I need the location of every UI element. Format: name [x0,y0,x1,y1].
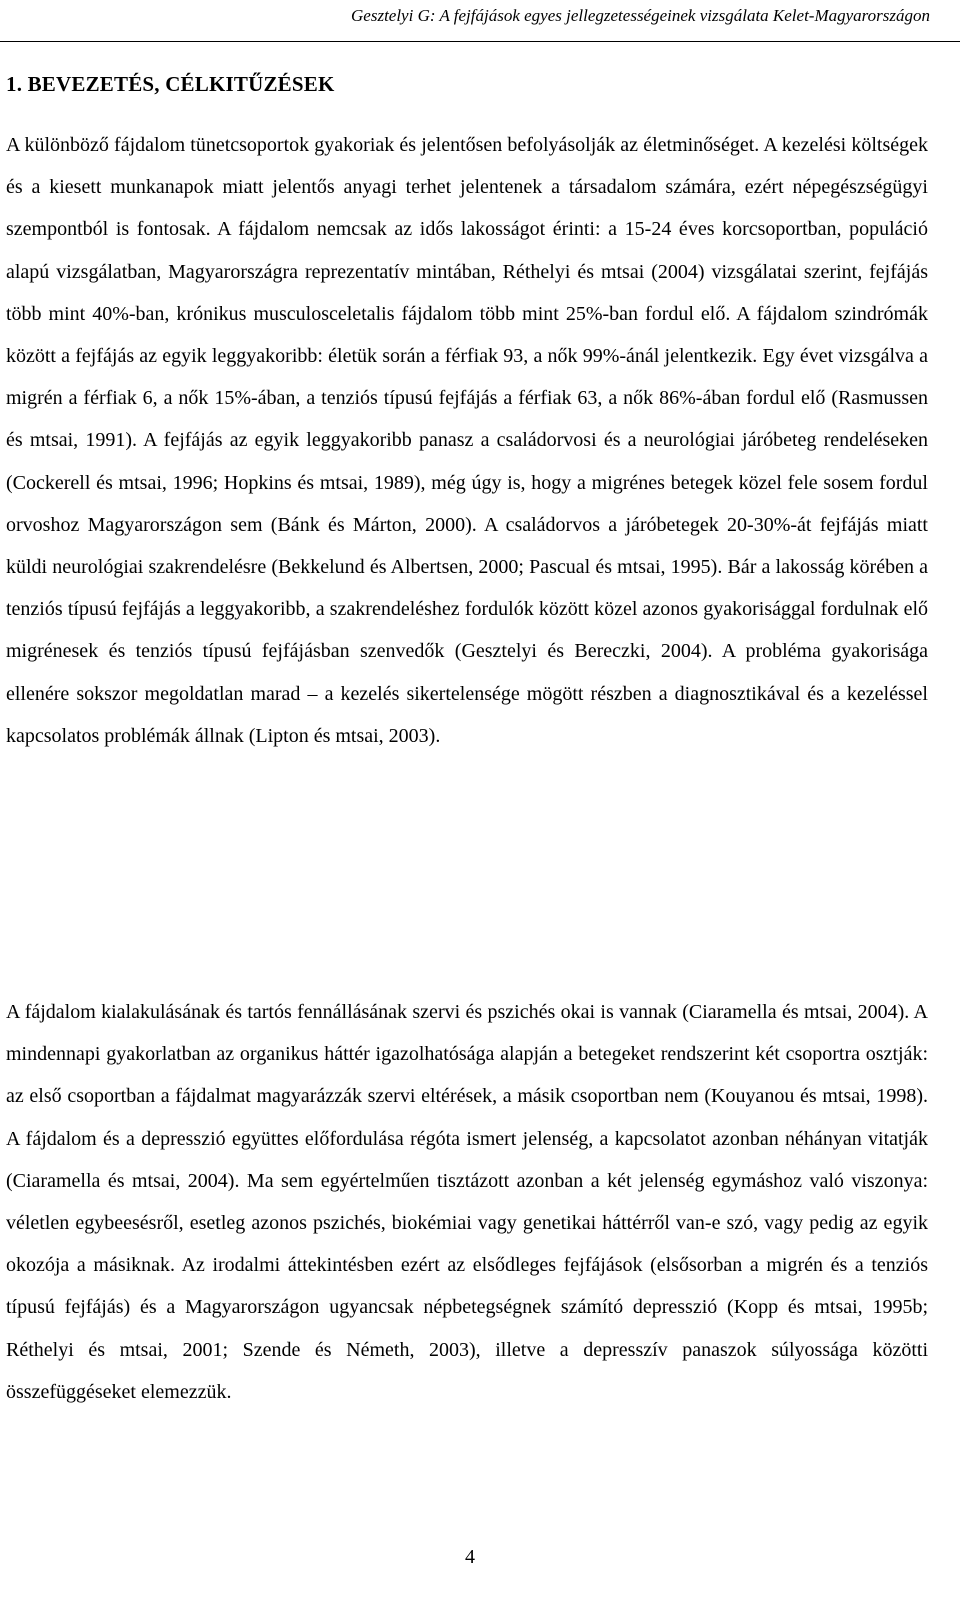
chapter-heading: 1. BEVEZETÉS, CÉLKITŰZÉSEK [6,72,335,96]
page-number: 4 [465,1546,475,1568]
body-paragraph-2: A fájdalom kialakulásának és tartós fennállásának szervi és pszichés okai is vannak (Ciaramella és mtsai, 2004). A mindennapi gyakorlatban az organikus háttér igazolhatósága alapján a betegeket rendszerint két csoportra osztják: az első csoportban a fájdalmat magyarázzák szervi eltérések, a másik csoportban nem (Kouyanou és mtsai, 1998). A fájdalom és a depresszió együttes előfordulása régóta ismert jelenség, a kapcsolatot azonban néhányan vitatják (Ciaramella és mtsai, 2004). Ma sem egyértelműen tisztázott azonban a két jelenség egymáshoz való viszonya: véletlen egybeesésről, esetleg azonos pszichés, biokémiai vagy genetikai háttérről van-e szó, vagy pedig az egyik okozója a másiknak. Az irodalmi áttekintésben ezért az elsődleges fejfájások (elsősorban a migrén és a tenziós típusú fejfájás) és a Magyarországon ugyancsak népbetegségnek számító depresszió (Kopp és mtsai, 1995b; Réthelyi és mtsai, 2001; Szende és Németh, 2003), illetve a depresszív panaszok súlyossága közötti összefüggéseket elemezzük. [6,1001,928,1403]
body-paragraph-1: A különböző fájdalom tünetcsoportok gyakoriak és jelentősen befolyásolják az életminőséget. A kezelési költségek és a kiesett munkanapok miatt jelentős anyagi terhet jelentenek a társadalom számára, ezért népegészségügyi szempontból is fontosak. A fájdalom nemcsak az idős lakosságot érinti: a 15-24 éves korcsoportban, populáció alapú vizsgálatban, Magyarországra reprezentatív mintában, Réthelyi és mtsai (2004) vizsgálatai szerint, fejfájás több mint 40%-ban, krónikus musculosceletalis fájdalom több mint 25%-ban fordul elő. A fájdalom szindrómák között a fejfájás az egyik leggyakoribb: életük során a férfiak 93, a nők 99%-ánál jelentkezik. Egy évet vizsgálva a migrén a férfiak 6, a nők 15%-ában, a tenziós típusú fejfájás a férfiak 63, a nők 86%-ában fordul elő (Rasmussen és mtsai, 1991). A fejfájás az egyik leggyakoribb panasz a családorvosi és a neurológiai járóbeteg rendeléseken (Cockerell és mtsai, 1996; Hopkins és mtsai, 1989), még úgy is, hogy a migrénes betegek közel fele sosem fordul orvoshoz Magyarországon sem (Bánk és Márton, 2000). A családorvos a járóbetegek 20-30%-át fejfájás miatt küldi neurológiai szakrendelésre (Bekkelund és Albertsen, 2000; Pascual és mtsai, 1995). Bár a lakosság körében a tenziós típusú fejfájás a leggyakoribb, a szakrendeléshez fordulók között közel azonos gyakorisággal fordulnak elő migrénesek és tenziós típusú fejfájásban szenvedők (Gesztelyi és Bereczki, 2004). A probléma gyakorisága ellenére sokszor megoldatlan marad – a kezelés sikertelensége mögött részben a diagnosztikával és a kezeléssel kapcsolatos problémák állnak (Lipton és mtsai, 2003). [6,134,928,747]
header-divider [0,41,960,42]
running-header: Gesztelyi G: A fejfájások egyes jellegzetességeinek vizsgálata Kelet-Magyarországon [351,6,930,25]
